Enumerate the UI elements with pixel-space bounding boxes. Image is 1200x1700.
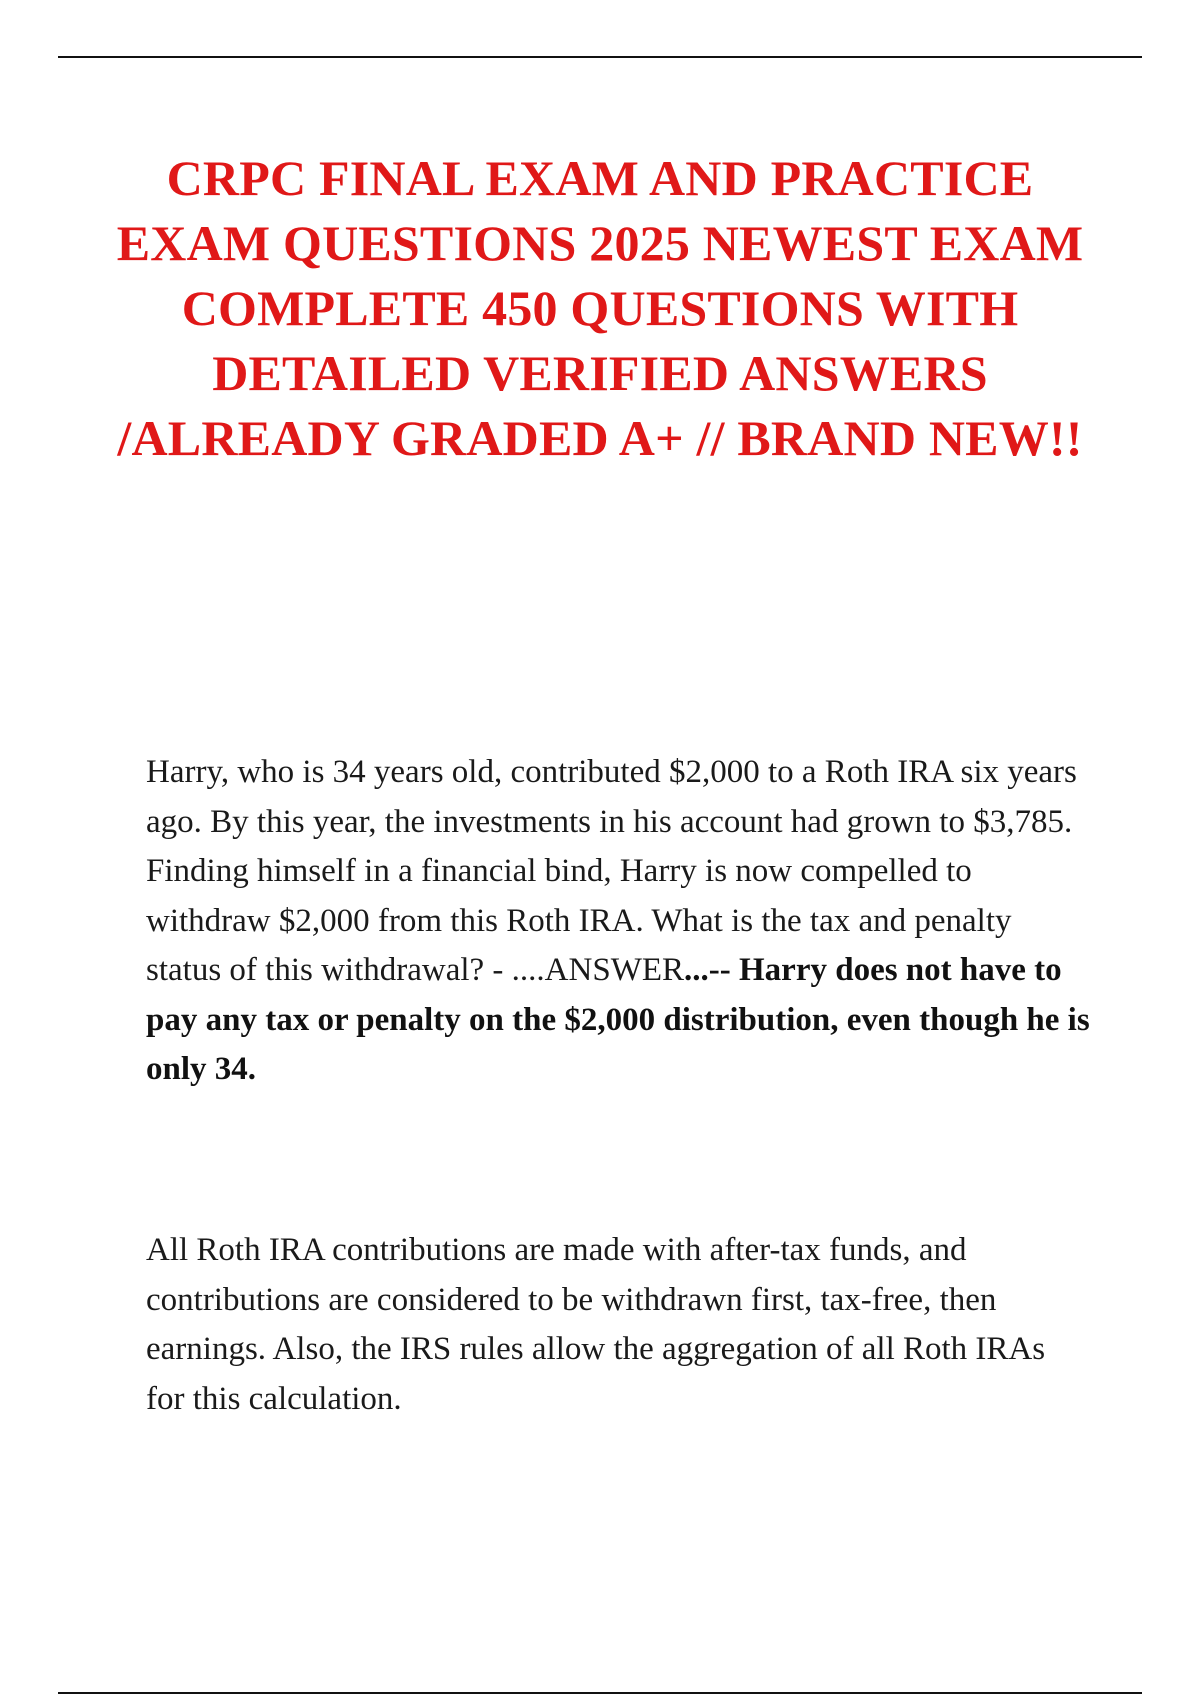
bottom-divider <box>58 1692 1142 1694</box>
answer-explanation: All Roth IRA contributions are made with after-tax funds, and contributions are considered to be withdrawn first, tax-free, then earnings. Also, the IRS rules allow the aggregation of all Roth IRAs for this calculation. <box>146 1232 1046 1417</box>
question-text: Harry, who is 34 years old, contributed $2,000 to a Roth IRA six years ago. By this year, the investments in his account had grown to $3,785. Finding himself in a financial bind, Harry is now compelled to withdraw $2,000 from this Roth IRA. What is the tax and penalty status of this withdrawal? - ....ANSWER <box>146 754 1077 988</box>
document-title: CRPC FINAL EXAM AND PRACTICE EXAM QUESTIONS 2025 NEWEST EXAM COMPLETE 450 QUESTIONS WITH DETAILED VERIFIED ANSWERS /ALREADY GRADED A+ // BRAND NEW!! <box>116 150 1084 466</box>
answer-marker: ...-- <box>684 952 739 988</box>
answer-text: Harry does not have to pay any tax or penalty on the $2,000 distribution, even though he is only 34. <box>146 952 1090 1087</box>
question-block <box>146 748 1090 1095</box>
top-divider <box>58 56 1142 58</box>
